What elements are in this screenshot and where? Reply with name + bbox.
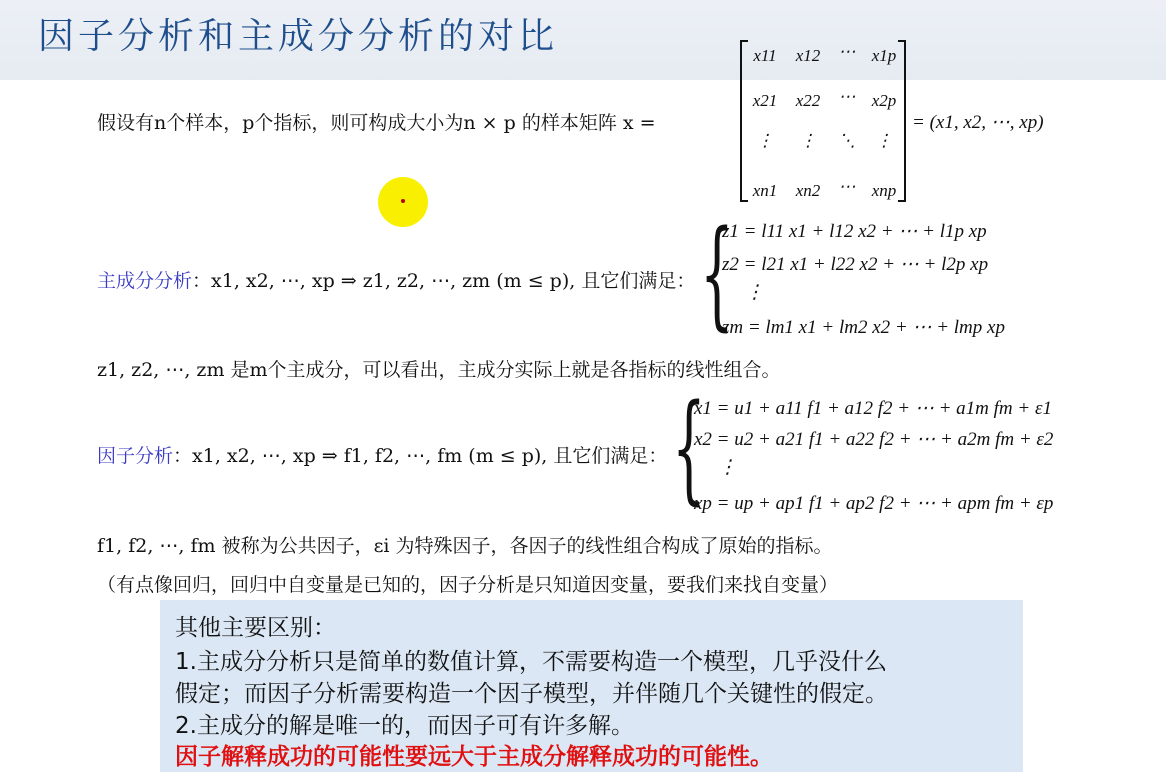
- matrix-cell: x21: [752, 91, 778, 110]
- fa-equation: ⋮: [718, 457, 737, 478]
- matrix-cell: ⋯: [838, 42, 856, 61]
- highlight-conclusion: 因子解释成功的可能性要远大于主成分解释成功的可能性。: [175, 744, 773, 770]
- fa-summary: f1, f2, ⋯, fm 被称为公共因子，εi 为特殊因子，各因子的线性组合构成了原始的指标。: [97, 535, 833, 557]
- differences-heading: 其他主要区别：: [175, 615, 336, 641]
- fa-mapping: ：x1, x2, ⋯, xp ⇒ f1, f2, ⋯, fm (m ≤ p), 且它们满足：: [173, 445, 668, 467]
- matrix-cell: x1p: [871, 46, 897, 65]
- fa-brace: {: [672, 378, 706, 516]
- pca-equation: ⋮: [745, 282, 764, 303]
- matrix-cell: x12: [795, 46, 821, 65]
- matrix-cell: xn2: [795, 181, 821, 200]
- fa-line: [97, 441, 667, 468]
- matrix-cell: ⋯: [838, 87, 856, 106]
- matrix-cell: x22: [795, 91, 821, 110]
- difference-1-line2: 假定；而因子分析需要构造一个因子模型，并伴随几个关键性的假定。: [175, 681, 888, 707]
- page-title: 因子分析和主成分分析的对比: [38, 16, 559, 57]
- matrix-cell: x11: [753, 46, 777, 65]
- fa-remark: （有点像回归，回归中自变量是已知的，因子分析是只知道因变量，要我们来找自变量）: [97, 574, 839, 596]
- difference-1-line1: 1.主成分分析只是简单的数值计算，不需要构造一个模型，几乎没什么: [175, 649, 887, 675]
- matrix-rhs: = (x1, x2, ⋯, xp): [912, 112, 1044, 133]
- pca-label: 主成分分析: [97, 270, 193, 292]
- fa-label: 因子分析: [97, 445, 174, 467]
- difference-2: 2.主成分的解是唯一的，而因子可有许多解。: [175, 713, 634, 739]
- fa-equation: x2 = u2 + a21 f1 + a22 f2 + ⋯ + a2m fm + ε2: [694, 429, 1054, 450]
- matrix-cell: ⋯: [838, 177, 856, 196]
- pca-equation: z2 = l21 x1 + l22 x2 + ⋯ + l2p xp: [722, 254, 989, 275]
- fa-equation: xp = up + ap1 f1 + ap2 f2 + ⋯ + apm fm + εp: [694, 493, 1054, 514]
- pca-equation: zm = lm1 x1 + lm2 x2 + ⋯ + lmp xp: [722, 317, 1005, 338]
- matrix-cell: ⋮: [799, 131, 817, 150]
- pca-mapping: ：x1, x2, ⋯, xp ⇒ z1, z2, ⋯, zm (m ≤ p), 且它们满足：: [192, 270, 696, 292]
- pca-line: [97, 266, 695, 293]
- matrix-cell: ⋱: [838, 131, 856, 150]
- fa-equation: x1 = u1 + a11 f1 + a12 f2 + ⋯ + a1m fm + ε1: [694, 398, 1052, 419]
- matrix-cell: ⋮: [875, 131, 893, 150]
- pca-summary: z1, z2, ⋯, zm 是m个主成分，可以看出，主成分实际上就是各指标的线性组合。: [97, 359, 781, 381]
- matrix-cell: xnp: [871, 181, 897, 200]
- cursor-dot: [401, 199, 405, 203]
- matrix-cell: xn1: [752, 181, 778, 200]
- pca-equation: z1 = l11 x1 + l12 x2 + ⋯ + l1p xp: [722, 221, 987, 242]
- pca-brace: {: [700, 204, 734, 342]
- matrix-cell: x2p: [871, 91, 897, 110]
- matrix-cell: ⋮: [756, 131, 774, 150]
- intro-text: 假设有n个样本，p个指标，则可构成大小为n × p 的样本矩阵 x =: [97, 112, 656, 134]
